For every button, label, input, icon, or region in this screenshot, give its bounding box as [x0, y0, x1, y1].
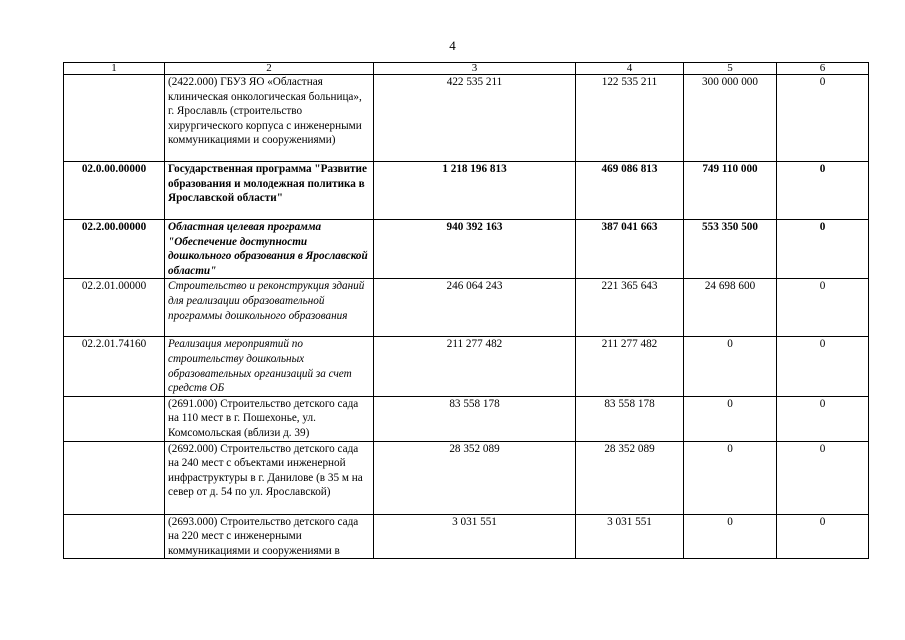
amount-col6-cell: 0 — [777, 75, 869, 162]
name-cell: Строительство и реконструкция зданий для реализации образовательной программы дошкольного образования — [165, 279, 374, 337]
amount-total-cell: 422 535 211 — [374, 75, 576, 162]
table-row — [64, 441, 869, 514]
amount-col5-cell: 0 — [684, 396, 777, 441]
amount-col6-cell: 0 — [777, 514, 869, 559]
code-cell — [64, 441, 165, 514]
header-cell-3: 3 — [374, 63, 576, 75]
header-row — [64, 63, 869, 75]
table-body — [64, 63, 869, 559]
amount-col5-cell: 300 000 000 — [684, 75, 777, 162]
amount-total-cell: 211 277 482 — [374, 337, 576, 396]
header-cell-5: 5 — [684, 63, 777, 75]
amount-col4-cell: 28 352 089 — [576, 441, 684, 514]
amount-col4-cell: 83 558 178 — [576, 396, 684, 441]
code-cell — [64, 396, 165, 441]
name-cell: Государственная программа "Развитие образования и молодежная политика в Ярославской области" — [165, 162, 374, 220]
amount-col6-cell: 0 — [777, 220, 869, 279]
amount-col5-cell: 0 — [684, 337, 777, 396]
amount-col6-cell: 0 — [777, 337, 869, 396]
budget-table — [63, 62, 869, 559]
name-cell: (2422.000) ГБУЗ ЯО «Областная клиническая онкологическая больница», г. Ярославль (строительство хирургического корпуса с инженерными коммуникациями и сооружениями) — [165, 75, 374, 162]
header-cell-2: 2 — [165, 63, 374, 75]
amount-col6-cell: 0 — [777, 441, 869, 514]
table-row — [64, 162, 869, 220]
amount-total-cell: 940 392 163 — [374, 220, 576, 279]
amount-col6-cell: 0 — [777, 162, 869, 220]
amount-col5-cell: 24 698 600 — [684, 279, 777, 337]
amount-col5-cell: 0 — [684, 441, 777, 514]
header-cell-4: 4 — [576, 63, 684, 75]
name-cell: (2693.000) Строительство детского сада на 220 мест с инженерными коммуникациями и сооружениями в — [165, 514, 374, 559]
amount-col4-cell: 221 365 643 — [576, 279, 684, 337]
table-row — [64, 396, 869, 441]
amount-col6-cell: 0 — [777, 396, 869, 441]
header-cell-6: 6 — [777, 63, 869, 75]
table-row — [64, 337, 869, 396]
amount-col5-cell: 749 110 000 — [684, 162, 777, 220]
table-row — [64, 514, 869, 559]
code-cell: 02.2.01.00000 — [64, 279, 165, 337]
amount-total-cell: 246 064 243 — [374, 279, 576, 337]
code-cell — [64, 514, 165, 559]
amount-total-cell: 1 218 196 813 — [374, 162, 576, 220]
amount-col4-cell: 3 031 551 — [576, 514, 684, 559]
amount-col4-cell: 122 535 211 — [576, 75, 684, 162]
name-cell: Областная целевая программа "Обеспечение доступности дошкольного образования в Ярославской области" — [165, 220, 374, 279]
amount-total-cell: 28 352 089 — [374, 441, 576, 514]
amount-total-cell: 3 031 551 — [374, 514, 576, 559]
amount-col6-cell: 0 — [777, 279, 869, 337]
amount-col4-cell: 469 086 813 — [576, 162, 684, 220]
name-cell: Реализация мероприятий по строительству дошкольных образовательных организаций за счет средств ОБ — [165, 337, 374, 396]
code-cell: 02.2.00.00000 — [64, 220, 165, 279]
name-cell: (2692.000) Строительство детского сада на 240 мест с объектами инженерной инфраструктуры в г. Данилове (в 35 м на север от д. 54 по ул. Ярославской) — [165, 441, 374, 514]
page-number: 4 — [449, 38, 456, 53]
table-row — [64, 220, 869, 279]
name-cell: (2691.000) Строительство детского сада на 110 мест в г. Пошехонье, ул. Комсомольская (вблизи д. 39) — [165, 396, 374, 441]
amount-col4-cell: 211 277 482 — [576, 337, 684, 396]
amount-col5-cell: 553 350 500 — [684, 220, 777, 279]
amount-total-cell: 83 558 178 — [374, 396, 576, 441]
code-cell — [64, 75, 165, 162]
table-row — [64, 75, 869, 162]
amount-col5-cell: 0 — [684, 514, 777, 559]
code-cell: 02.0.00.00000 — [64, 162, 165, 220]
amount-col4-cell: 387 041 663 — [576, 220, 684, 279]
table-row — [64, 279, 869, 337]
code-cell: 02.2.01.74160 — [64, 337, 165, 396]
header-cell-1: 1 — [64, 63, 165, 75]
